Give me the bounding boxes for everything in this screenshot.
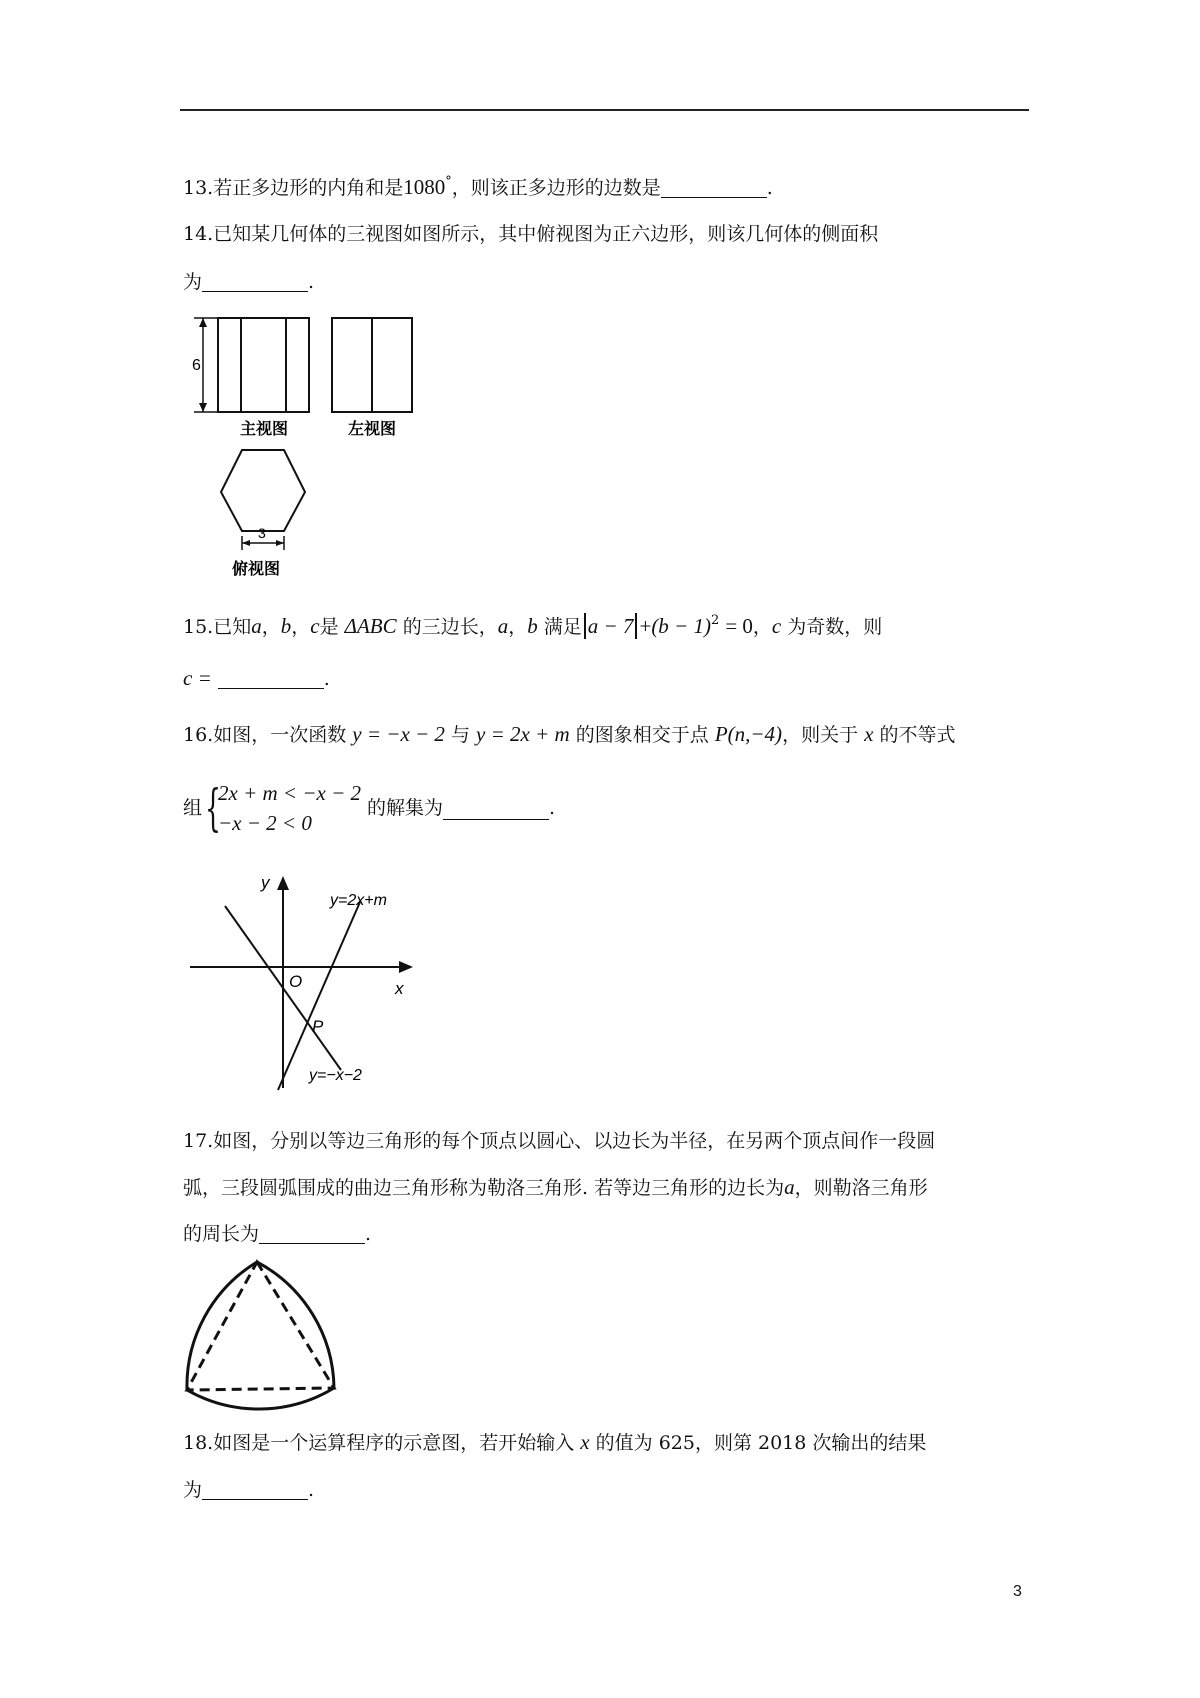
question-text: 为奇数，则	[787, 616, 883, 638]
line-2x-plus-m	[278, 902, 360, 1090]
y-axis-label: y	[261, 873, 270, 892]
question-text: 为	[183, 271, 203, 293]
width-label: 3	[258, 525, 266, 541]
question-text: 如图是一个运算程序的示意图，若开始输入	[213, 1432, 575, 1454]
question-15-line2	[183, 664, 330, 693]
line1-label: y=2x+m	[330, 892, 387, 909]
question-text: 满足	[543, 616, 582, 638]
brace-glyph: {	[205, 779, 221, 837]
angle-value: 1080	[403, 175, 446, 199]
var-a: a	[251, 614, 262, 638]
function-2: y = 2x + m	[476, 722, 570, 746]
answer-blank[interactable]	[202, 269, 308, 292]
var-b: b	[527, 614, 538, 638]
answer-blank[interactable]	[202, 1477, 308, 1500]
front-view-rect	[218, 318, 309, 412]
question-18-line2	[183, 1476, 314, 1504]
answer-blank[interactable]	[259, 1221, 365, 1244]
var-x: x	[580, 1430, 590, 1454]
question-text: 如图，一次函数	[213, 724, 347, 746]
square-base: (b − 1)	[651, 614, 711, 638]
y-axis-arrow	[277, 876, 289, 890]
question-17-line1	[183, 1127, 935, 1155]
arrowhead	[242, 540, 250, 546]
var-c: c	[771, 614, 782, 638]
question-text: 与	[450, 724, 470, 746]
question-text: ，则勒洛三角形	[794, 1177, 928, 1199]
comma: ，	[752, 616, 772, 638]
question-text: 若正多边形的内角和是	[213, 177, 404, 199]
reuleaux-triangle-figure	[180, 1256, 360, 1411]
plus-sign: +	[639, 614, 652, 638]
question-number: 14.	[183, 223, 214, 245]
period: .	[308, 271, 315, 293]
question-18-line1	[183, 1428, 926, 1457]
point-p-label: P	[312, 1017, 324, 1036]
question-16-line2	[183, 778, 555, 838]
question-text: 如图，分别以等边三角形的每个顶点以圆心、以边长为半径，在另两个顶点间作一段圆	[213, 1130, 936, 1152]
arrowhead	[199, 403, 207, 412]
question-17-line3	[183, 1220, 371, 1248]
var-a: a	[784, 1175, 795, 1199]
x-axis-arrow	[399, 961, 413, 973]
period: .	[766, 177, 773, 199]
question-number: 13.	[183, 177, 214, 199]
header-rule	[180, 109, 1029, 111]
function-1: y = −x − 2	[352, 722, 445, 746]
question-text: 是	[319, 616, 339, 638]
question-14-line2	[183, 268, 314, 296]
question-14-line1	[183, 220, 878, 248]
abs-bar-right	[635, 613, 637, 639]
answer-blank[interactable]	[661, 175, 767, 198]
comma: ，	[261, 616, 281, 638]
period: .	[323, 668, 330, 690]
var-x: x	[864, 722, 874, 746]
page-number: 3	[1013, 1583, 1022, 1600]
three-view-figure	[180, 310, 440, 585]
question-number: 15.	[183, 616, 214, 638]
side-view-label: 左视图	[348, 421, 397, 438]
question-text: ，则该正多边形的边数是	[451, 177, 661, 199]
triangle-abc: ΔABC	[344, 614, 397, 638]
question-text: 组	[183, 797, 203, 819]
var-a: a	[497, 614, 509, 638]
question-17-line2	[183, 1173, 928, 1202]
question-15-line1	[183, 607, 882, 641]
inequality-1: 2x + m < −x − 2	[218, 781, 362, 805]
question-text: 弧，三段圆弧围成的曲边三角形称为勒洛三角形. 若等边三角形的边长为	[183, 1177, 785, 1199]
system-lines	[218, 778, 361, 838]
question-number: 16.	[183, 724, 214, 746]
question-text: 已知某几何体的三视图如图所示，其中俯视图为正六边形，则该几何体的侧面积	[213, 223, 879, 245]
exponent: 2	[710, 613, 720, 628]
question-text: 的周长为	[183, 1223, 260, 1245]
origin-label: O	[289, 972, 303, 991]
degree-sign: °	[445, 174, 452, 189]
inequality-2: −x − 2 < 0	[218, 811, 312, 835]
equilateral-triangle-dashed	[187, 1262, 334, 1390]
question-16-line1	[183, 720, 956, 749]
linear-functions-graph	[185, 870, 425, 1095]
var-b: b	[280, 614, 292, 638]
question-text: 的值为 625，则第 2018 次输出的结果	[595, 1432, 927, 1454]
answer-blank[interactable]	[443, 797, 549, 820]
question-text: ，则关于	[782, 724, 859, 746]
arrowhead	[276, 540, 284, 546]
question-number: 17.	[183, 1130, 214, 1152]
inequality-system	[183, 778, 555, 838]
answer-blank[interactable]	[218, 666, 324, 689]
x-axis-label: x	[395, 979, 404, 998]
question-text: 的解集为	[367, 797, 444, 819]
line2-label: y=−x−2	[309, 1067, 362, 1084]
arrowhead	[199, 318, 207, 327]
abs-expression: a − 7	[587, 614, 634, 638]
equals-zero: = 0	[725, 614, 753, 638]
var-c: c	[310, 614, 320, 638]
abs-bar-left	[584, 613, 586, 639]
period: .	[308, 1479, 315, 1501]
comma: ，	[291, 616, 311, 638]
c-equals: c =	[183, 666, 212, 690]
top-view-hexagon	[221, 450, 305, 531]
period: .	[549, 797, 556, 819]
question-text: 为	[183, 1479, 203, 1501]
top-view-label: 俯视图	[232, 561, 281, 578]
height-label: 6	[192, 357, 201, 374]
comma: ，	[508, 616, 528, 638]
period: .	[365, 1223, 372, 1245]
question-text: 的三边长，	[402, 616, 498, 638]
question-text: 的不等式	[879, 724, 956, 746]
question-text: 的图象相交于点	[575, 724, 709, 746]
question-number: 18.	[183, 1432, 214, 1454]
question-13	[183, 168, 773, 202]
point-p: P(n,−4)	[714, 722, 783, 746]
front-view-label: 主视图	[240, 421, 289, 438]
question-text: 已知	[213, 616, 252, 638]
